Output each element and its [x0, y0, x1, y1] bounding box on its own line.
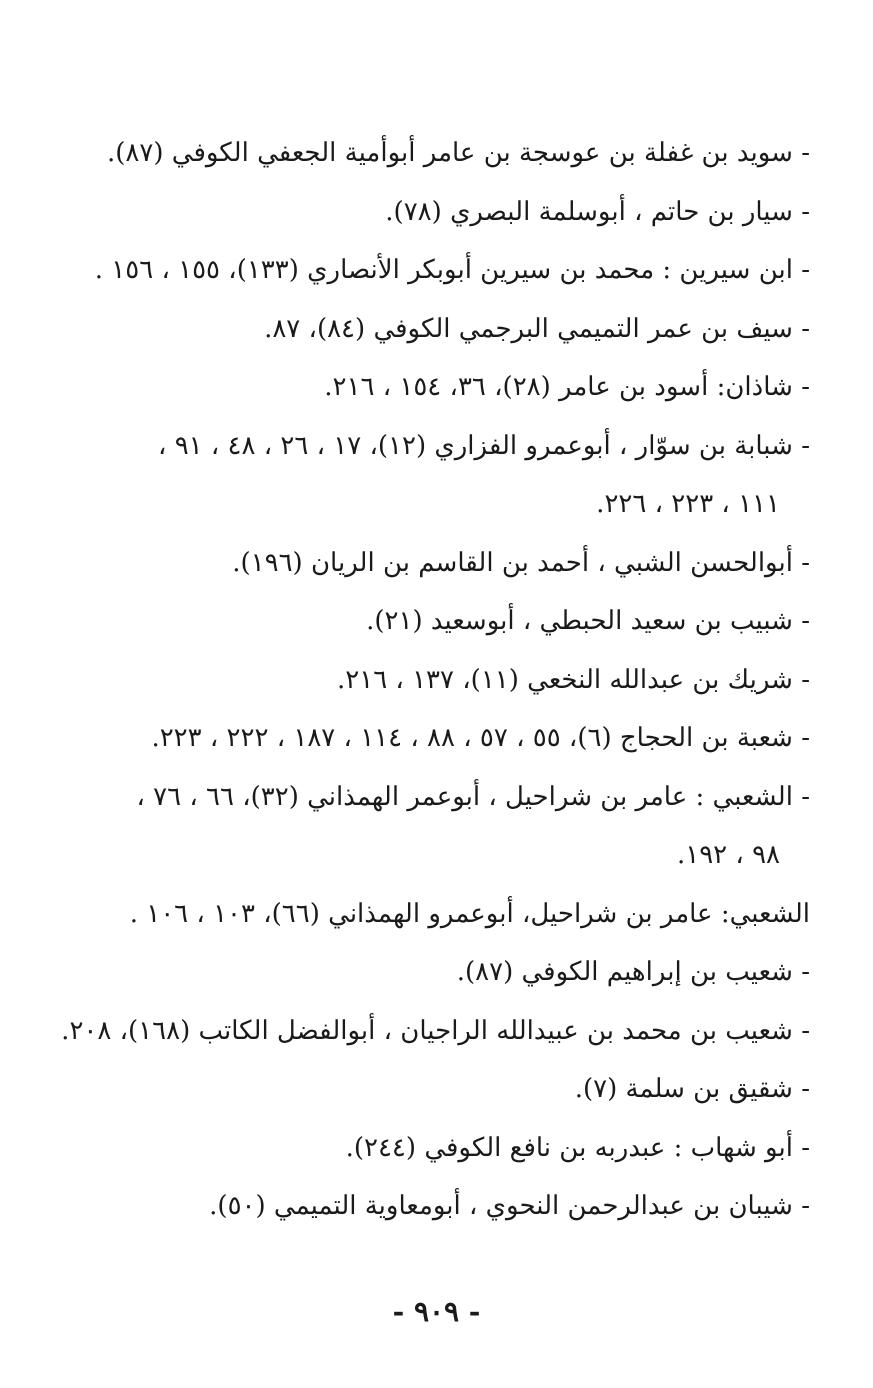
index-entry: - أبوالحسن الشبي ، أحمد بن القاسم بن الريان (١٩٦). [232, 547, 810, 578]
index-entry: - شقيق بن سلمة (٧). [574, 1074, 810, 1104]
index-entry: - أبو شهاب : عبدربه بن نافع الكوفي (٢٤٤). [345, 1132, 810, 1163]
index-entry: - ابن سيرين : محمد بن سيرين أبوبكر الأنصاري (١٣٣)، ١٥٥ ، ١٥٦ . [94, 255, 810, 285]
index-entry: - الشعبي : عامر بن شراحيل ، أبوعمر الهمذاني (٣٢)، ٦٦ ، ٧٦ ، [136, 781, 810, 812]
index-entry: - شاذان: أسود بن عامر (٢٨)، ٣٦، ١٥٤ ، ٢١٦. [324, 372, 810, 402]
index-entry: - سيف بن عمر التميمي البرجمي الكوفي (٨٤)، ٨٧. [264, 313, 810, 344]
index-entry: الشعبي: عامر بن شراحيل، أبوعمرو الهمذاني (٦٦)، ١٠٣ ، ١٠٦ . [129, 898, 810, 929]
index-entry: - شريك بن عبدالله النخعي (١١)، ١٣٧ ، ٢١٦. [337, 664, 810, 695]
index-entry: - سويد بن غفلة بن عوسجة بن عامر أبوأمية الجعفي الكوفي (٨٧). [107, 138, 810, 168]
index-entries [61, 124, 810, 1236]
index-entry: - شعبة بن الحجاج (٦)، ٥٥ ، ٥٧ ، ٨٨ ، ١١٤ ، ١٨٧ ، ٢٢٢ ، ٢٢٣. [151, 723, 810, 753]
index-entry: - شيبان بن عبدالرحمن النحوي ، أبومعاوية التميمي (٥٠). [209, 1191, 810, 1221]
index-entry: - شعيب بن محمد بن عبيدالله الراجيان ، أبوالفضل الكاتب (١٦٨)، ٢٠٨. [61, 1015, 810, 1046]
index-entry: - شبابة بن سوّار ، أبوعمرو الفزاري (١٢)، ١٧ ، ٢٦ ، ٤٨ ، ٩١ ، [158, 430, 810, 461]
page-number: - ٩٠٩ - [392, 1295, 481, 1328]
index-entry: - شعيب بن إبراهيم الكوفي (٨٧). [456, 957, 810, 987]
index-entry-continuation: ١١١ ، ٢٢٣ ، ٢٢٦. [596, 489, 780, 519]
index-entry: - سيار بن حاتم ، أبوسلمة البصري (٧٨). [385, 196, 810, 227]
index-entry: - شبيب بن سعيد الحبطي ، أبوسعيد (٢١). [366, 606, 810, 636]
index-entry-continuation: ٩٨ ، ١٩٢. [676, 840, 780, 870]
